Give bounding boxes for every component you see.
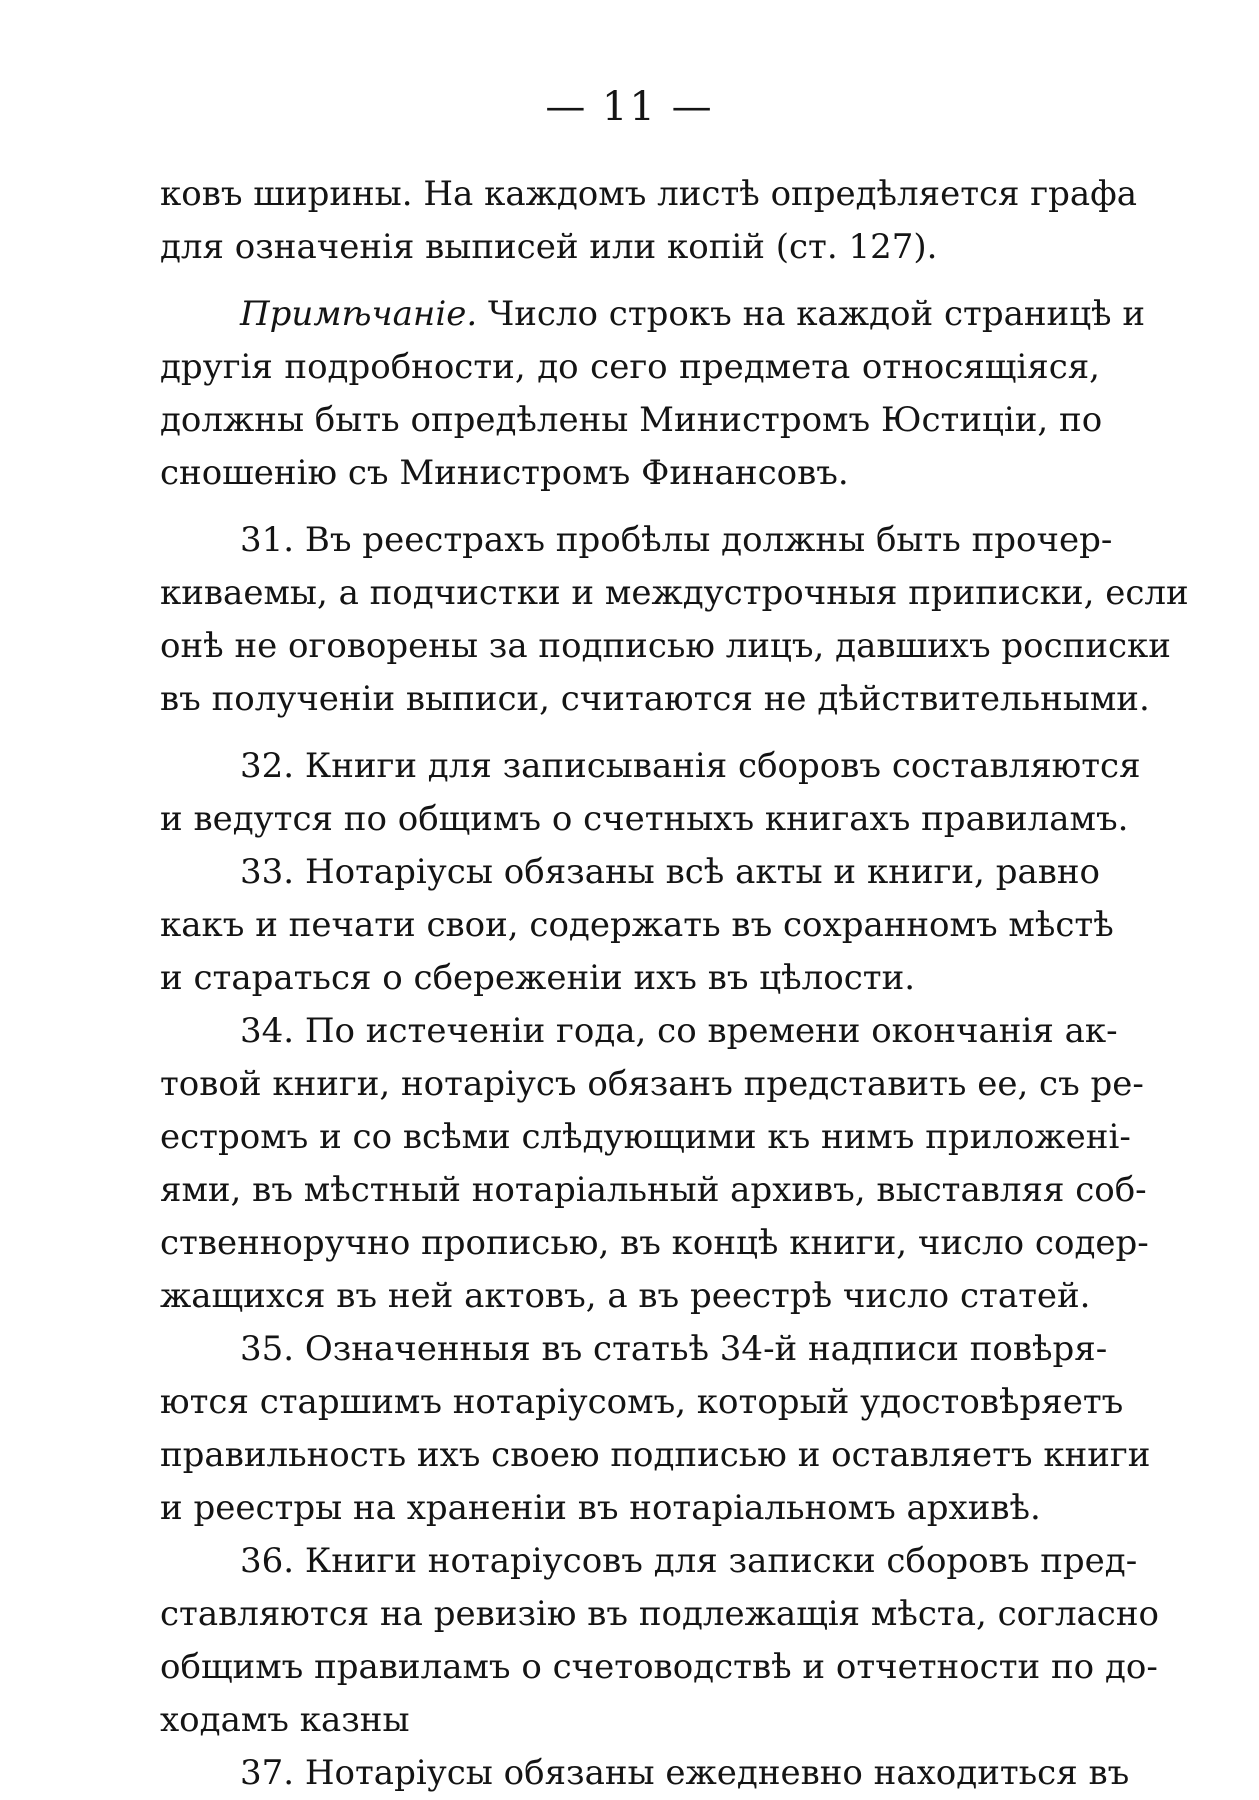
article-33 [160, 846, 1114, 1005]
text-line: 33. Нотаріусы обязаны всѣ акты и книги, равно [240, 852, 1100, 892]
text-line: 34. По истеченіи года, со времени окончанія ак- [240, 1011, 1118, 1051]
text-line: какъ и печати свои, содержать въ сохранномъ мѣстѣ [160, 905, 1114, 945]
text-line: ями, въ мѣстный нотаріальный архивъ, выставляя соб- [160, 1170, 1147, 1210]
text-line: 32. Книги для записыванія сборовъ составляются [240, 746, 1141, 786]
text-line: и стараться о сбереженіи ихъ въ цѣлости. [160, 958, 916, 998]
text-line: ственноручно прописью, въ концѣ книги, число содер- [160, 1223, 1149, 1263]
article-34 [160, 1005, 1149, 1323]
article-32 [160, 740, 1141, 846]
text-line: ставляются на ревизію въ подлежащія мѣста, согласно [160, 1594, 1159, 1634]
note-paragraph [160, 288, 1146, 500]
text-line: ются старшимъ нотаріусомъ, который удостовѣряетъ [160, 1382, 1124, 1422]
article-37 [160, 1747, 1130, 1800]
text-line: товой книги, нотаріусъ обязанъ представить ее, съ ре- [160, 1064, 1144, 1104]
text-line: другія подробности, до сего предмета относящіяся, [160, 347, 1100, 387]
text-line: ходамъ казны [160, 1700, 410, 1740]
text-line: сношенію съ Министромъ Финансовъ. [160, 453, 849, 493]
text-line: должны быть опредѣлены Министромъ Юстиціи, по [160, 400, 1103, 440]
text-line: и реестры на храненіи въ нотаріальномъ архивѣ. [160, 1488, 1041, 1528]
text-line: киваемы, а подчистки и междустрочныя приписки, если [160, 573, 1189, 613]
page-number: — 11 — [545, 84, 714, 130]
text-line: ковъ ширины. На каждомъ листѣ опредѣляется графа [160, 174, 1138, 214]
text-line: 37. Нотаріусы обязаны ежедневно находиться въ [240, 1753, 1130, 1793]
text-line: общимъ правиламъ о счетоводствѣ и отчетности по до- [160, 1647, 1158, 1687]
text-line: для означенія выписей или копій (ст. 127). [160, 227, 938, 267]
text-line: естромъ и со всѣми слѣдующими къ нимъ приложені- [160, 1117, 1131, 1157]
continuation-paragraph [160, 168, 1138, 274]
text-line: въ полученіи выписи, считаются не дѣйствительными. [160, 679, 1150, 719]
page-text [160, 168, 1189, 1800]
article-31 [160, 514, 1189, 726]
text-line [160, 288, 1146, 341]
text-line: и ведутся по общимъ о счетныхъ книгахъ правиламъ. [160, 799, 1129, 839]
text-line: 31. Въ реестрахъ пробѣлы должны быть прочер- [240, 520, 1113, 560]
text-line: правильность ихъ своею подписью и оставляетъ книги [160, 1435, 1151, 1475]
text-line: 35. Означенныя въ статьѣ 34-й надписи повѣря- [240, 1329, 1108, 1369]
note-label: Примѣчаніе. [240, 294, 478, 334]
note-first-line: Число строкъ на каждой страницѣ и [487, 294, 1146, 334]
text-line: жащихся въ ней актовъ, а въ реестрѣ число статей. [160, 1276, 1091, 1316]
text-line: 36. Книги нотаріусовъ для записки сборовъ пред- [240, 1541, 1138, 1581]
text-line: онѣ не оговорены за подписью лицъ, давшихъ росписки [160, 626, 1171, 666]
article-36 [160, 1535, 1159, 1747]
article-35 [160, 1323, 1151, 1535]
